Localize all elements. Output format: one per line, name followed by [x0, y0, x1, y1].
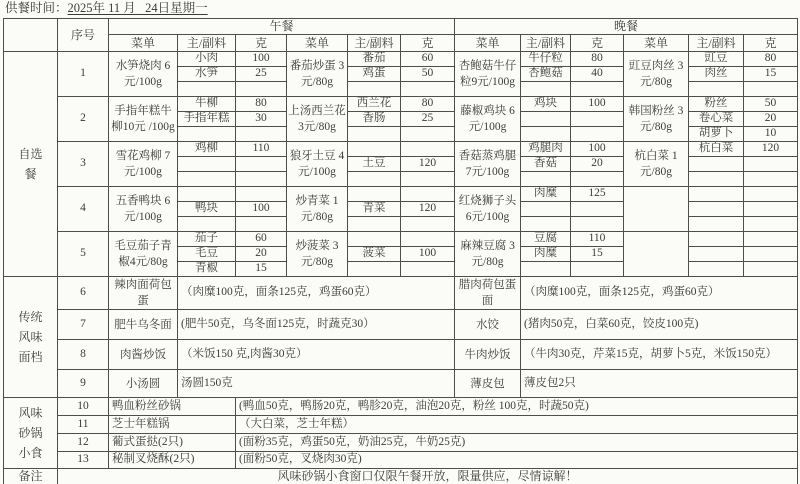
ingredient-grams [401, 82, 455, 97]
dish-name: 秘制叉烧酥(2只) [109, 452, 236, 469]
section-label-self-service: 自选餐 [4, 52, 58, 277]
dish-desc: （大白菜，芝士年糕） [236, 416, 798, 434]
menu-table [3, 18, 798, 484]
ingredient-grams: 60 [401, 52, 455, 67]
ingredient-name [348, 187, 401, 202]
ingredient-grams [744, 202, 798, 217]
ingredient-grams [236, 217, 287, 232]
dish-name: 手指年糕牛柳10元 /100g [109, 97, 178, 142]
dish-desc: (面粉35克，鸡蛋50克，奶油25克，牛奶25克) [236, 434, 798, 452]
ingredient-name [348, 232, 401, 247]
ingredient-name: 香肠 [348, 112, 401, 127]
ingredient-grams: 100 [571, 142, 624, 157]
header-grams: 克 [744, 35, 798, 52]
ingredient-grams: 80 [744, 52, 798, 67]
ingredient-name [178, 172, 236, 187]
ingredient-name: 鸡柳 [178, 142, 236, 157]
ingredient-name: 茄子 [178, 232, 236, 247]
ingredient-name [689, 172, 744, 187]
row-number: 5 [58, 232, 109, 277]
ingredient-name [178, 82, 236, 97]
dish-name: 辣肉面荷包蛋 [109, 277, 178, 310]
ingredient-name: 鸡蛋 [348, 67, 401, 82]
ingredient-name: 水笋 [178, 67, 236, 82]
ingredient-grams [744, 157, 798, 172]
ingredient-name: 杭白菜 [689, 142, 744, 157]
ingredient-name: 胡萝卜 [689, 127, 744, 142]
ingredient-grams: 125 [571, 187, 624, 202]
ingredient-grams [571, 202, 624, 217]
header-menu: 菜单 [624, 35, 689, 52]
ingredient-name [689, 232, 744, 247]
ingredient-grams: 80 [401, 97, 455, 112]
row-number: 9 [58, 370, 109, 398]
ingredient-grams: 20 [744, 112, 798, 127]
ingredient-grams: 80 [236, 97, 287, 112]
ingredient-grams: 25 [401, 112, 455, 127]
ingredient-grams [744, 217, 798, 232]
dish-name: 韩国粉丝 3元/80g [624, 97, 689, 142]
dish-name: 番茄炒蛋 3元/80g [287, 52, 348, 97]
dish-desc: (面粉50克，叉烧肉30克) [236, 452, 798, 469]
section-label-snack: 风味砂锅小食 [4, 398, 58, 469]
dish-desc: 汤圆150克 [178, 370, 455, 398]
ingredient-name: 土豆 [348, 157, 401, 172]
ingredient-grams [744, 187, 798, 202]
ingredient-grams [571, 112, 624, 127]
ingredient-grams [571, 262, 624, 277]
header-ingredient: 主/副料 [521, 35, 571, 52]
ingredient-name [689, 82, 744, 97]
dish-name: 藤椒鸡块 6元/100g [455, 97, 521, 142]
dish-desc: (肥牛50克，乌冬面125克，时蔬克30） [178, 310, 455, 340]
ingredient-grams: 120 [401, 157, 455, 172]
ingredient-grams: 110 [236, 142, 287, 157]
ingredient-grams: 100 [401, 247, 455, 262]
ingredient-grams [401, 262, 455, 277]
row-number: 13 [58, 452, 109, 469]
row-number: 7 [58, 310, 109, 340]
ingredient-name [348, 127, 401, 142]
ingredient-name [178, 217, 236, 232]
ingredient-name [689, 262, 744, 277]
ingredient-name: 番茄 [348, 52, 401, 67]
remark-text: 风味砂锅小食窗口仅限午餐开放，限量供应，尽情谅解！ [58, 469, 798, 484]
row-number: 4 [58, 187, 109, 232]
dish-name: 麻辣豆腐 3元/80g [455, 232, 521, 277]
dish-name: 牛肉炒饭 [455, 340, 521, 370]
row-number: 12 [58, 434, 109, 452]
row-number: 6 [58, 277, 109, 310]
ingredient-name [521, 127, 571, 142]
dish-name: 狼牙土豆 4元/100g [287, 142, 348, 187]
ingredient-name: 鸭块 [178, 202, 236, 217]
dish-name: 上汤西兰花 3元/80g [287, 97, 348, 142]
ingredient-name [178, 187, 236, 202]
ingredient-grams [401, 142, 455, 157]
ingredient-name: 卷心菜 [689, 112, 744, 127]
ingredient-name: 鸡块 [521, 97, 571, 112]
ingredient-name: 西兰花 [348, 97, 401, 112]
section-label-noodle: 传统风味面档 [4, 277, 58, 398]
ingredient-grams: 120 [401, 202, 455, 217]
ingredient-name: 青椒 [178, 262, 236, 277]
ingredient-grams: 100 [236, 202, 287, 217]
dish-name: 小汤圆 [109, 370, 178, 398]
serving-time [0, 0, 800, 18]
ingredient-name [348, 172, 401, 187]
ingredient-name: 肉糜 [521, 187, 571, 202]
ingredient-grams: 60 [236, 232, 287, 247]
ingredient-name: 小肉 [178, 52, 236, 67]
row-number: 8 [58, 340, 109, 370]
dish-name: 肥牛乌冬面 [109, 310, 178, 340]
ingredient-grams: 15 [744, 67, 798, 82]
dish-name: 毛豆茄子青椒4元/80g [109, 232, 178, 277]
dish-name [624, 232, 689, 277]
dish-desc: (猪肉50克，白菜60克，饺皮100克) [521, 310, 798, 340]
row-number: 11 [58, 416, 109, 434]
ingredient-name: 豇豆 [689, 52, 744, 67]
dish-name: 杭白菜 1元/80g [624, 142, 689, 187]
dish-desc: （牛肉30克，芹菜15克，胡萝卜5克，米饭150克） [521, 340, 798, 370]
ingredient-grams [744, 247, 798, 262]
ingredient-name [521, 112, 571, 127]
dish-name: 肉酱炒饭 [109, 340, 178, 370]
ingredient-grams [401, 127, 455, 142]
ingredient-name [348, 217, 401, 232]
ingredient-name: 粉丝 [689, 97, 744, 112]
ingredient-name [689, 217, 744, 232]
ingredient-grams: 100 [571, 97, 624, 112]
ingredient-grams [401, 217, 455, 232]
header-menu: 菜单 [109, 35, 178, 52]
dish-name: 豇豆肉丝 3元/80g [624, 52, 689, 97]
header-ingredient: 主/副料 [348, 35, 401, 52]
ingredient-name: 肉丝 [689, 67, 744, 82]
dish-name: 炒菠菜 3元/80g [287, 232, 348, 277]
ingredient-name [521, 262, 571, 277]
ingredient-grams: 40 [571, 67, 624, 82]
ingredient-name: 毛豆 [178, 247, 236, 262]
ingredient-name: 肉糜 [521, 247, 571, 262]
ingredient-grams [744, 172, 798, 187]
ingredient-grams [571, 82, 624, 97]
ingredient-name [689, 157, 744, 172]
header-category-empty [4, 19, 58, 52]
header-ingredient: 主/副料 [689, 35, 744, 52]
ingredient-name [178, 127, 236, 142]
ingredient-grams: 100 [236, 52, 287, 67]
ingredient-name [521, 217, 571, 232]
ingredient-name: 香菇 [521, 157, 571, 172]
ingredient-grams: 50 [744, 97, 798, 112]
header-lunch: 午餐 [109, 19, 455, 35]
dish-name: 腊肉荷包蛋面 [455, 277, 521, 310]
ingredient-name [689, 187, 744, 202]
dish-name: 炒青菜 1元/80g [287, 187, 348, 232]
header-index: 序号 [58, 19, 109, 52]
ingredient-grams: 120 [744, 142, 798, 157]
ingredient-name [689, 247, 744, 262]
ingredient-grams: 50 [401, 67, 455, 82]
ingredient-grams: 20 [571, 157, 624, 172]
dish-name: 水笋烧肉 6元/100g [109, 52, 178, 97]
ingredient-grams [571, 172, 624, 187]
ingredient-grams [401, 172, 455, 187]
dish-desc: (鸭血50克，鸭肠20克，鸭胗20克，油泡20克，粉丝 100克，时蔬50克) [236, 398, 798, 416]
ingredient-grams [744, 232, 798, 247]
header-grams: 克 [401, 35, 455, 52]
dish-name: 五香鸭块 6元/100g [109, 187, 178, 232]
ingredient-grams: 15 [236, 262, 287, 277]
ingredient-grams [236, 172, 287, 187]
ingredient-grams: 110 [571, 232, 624, 247]
dish-name: 雪花鸡柳 7元/100g [109, 142, 178, 187]
ingredient-grams: 80 [571, 52, 624, 67]
ingredient-name: 牛柳 [178, 97, 236, 112]
row-number: 10 [58, 398, 109, 416]
dish-name: 鸭血粉丝砂锅 [109, 398, 236, 416]
ingredient-grams [236, 127, 287, 142]
dish-name [624, 187, 689, 232]
remark-label: 备注 [4, 469, 58, 484]
dish-name: 香菇蒸鸡腿 7元/100g [455, 142, 521, 187]
ingredient-grams [236, 187, 287, 202]
ingredient-grams: 20 [236, 247, 287, 262]
ingredient-grams: 15 [571, 247, 624, 262]
ingredient-name [521, 172, 571, 187]
dish-name: 水饺 [455, 310, 521, 340]
header-grams: 克 [236, 35, 287, 52]
dish-name: 杏鲍菇牛仔粒9元/100g [455, 52, 521, 97]
dish-name: 红烧狮子头 6元/100g [455, 187, 521, 232]
serving-date: 2025年 11 月 24日星期一 [67, 1, 208, 15]
header-dinner: 晚餐 [455, 19, 798, 35]
ingredient-name: 鸡腿肉 [521, 142, 571, 157]
ingredient-name: 青菜 [348, 202, 401, 217]
ingredient-grams: 25 [236, 67, 287, 82]
ingredient-grams [236, 157, 287, 172]
ingredient-grams: 10 [744, 127, 798, 142]
dish-name: 薄皮包 [455, 370, 521, 398]
row-number: 2 [58, 97, 109, 142]
row-number: 1 [58, 52, 109, 97]
ingredient-name: 菠菜 [348, 247, 401, 262]
header-ingredient: 主/副料 [178, 35, 236, 52]
ingredient-name: 手指年糕 [178, 112, 236, 127]
ingredient-name: 豆腐 [521, 232, 571, 247]
ingredient-grams [744, 262, 798, 277]
header-menu: 菜单 [287, 35, 348, 52]
dish-desc: （米饭150 克,肉酱30克） [178, 340, 455, 370]
dish-name: 芝士年糕锅 [109, 416, 236, 434]
dish-desc: 薄皮包2只 [521, 370, 798, 398]
ingredient-name [521, 82, 571, 97]
ingredient-name [689, 202, 744, 217]
ingredient-name [348, 142, 401, 157]
header-grams: 克 [571, 35, 624, 52]
ingredient-grams [401, 232, 455, 247]
ingredient-name [348, 262, 401, 277]
serving-time-label: 供餐时间： [5, 1, 68, 15]
ingredient-name [348, 82, 401, 97]
ingredient-grams: 30 [236, 112, 287, 127]
ingredient-name [521, 202, 571, 217]
ingredient-name [178, 157, 236, 172]
ingredient-grams [571, 217, 624, 232]
header-menu: 菜单 [455, 35, 521, 52]
row-number: 3 [58, 142, 109, 187]
ingredient-name: 杏鲍菇 [521, 67, 571, 82]
ingredient-grams [236, 82, 287, 97]
dish-desc: （肉糜100克，面条125克，鸡蛋60克） [178, 277, 455, 310]
ingredient-grams [401, 187, 455, 202]
dish-desc: （肉糜100克，面条125克，鸡蛋60克） [521, 277, 798, 310]
ingredient-name: 牛仔粒 [521, 52, 571, 67]
dish-name: 葡式蛋挞(2只) [109, 434, 236, 452]
ingredient-grams [571, 127, 624, 142]
ingredient-grams [744, 82, 798, 97]
